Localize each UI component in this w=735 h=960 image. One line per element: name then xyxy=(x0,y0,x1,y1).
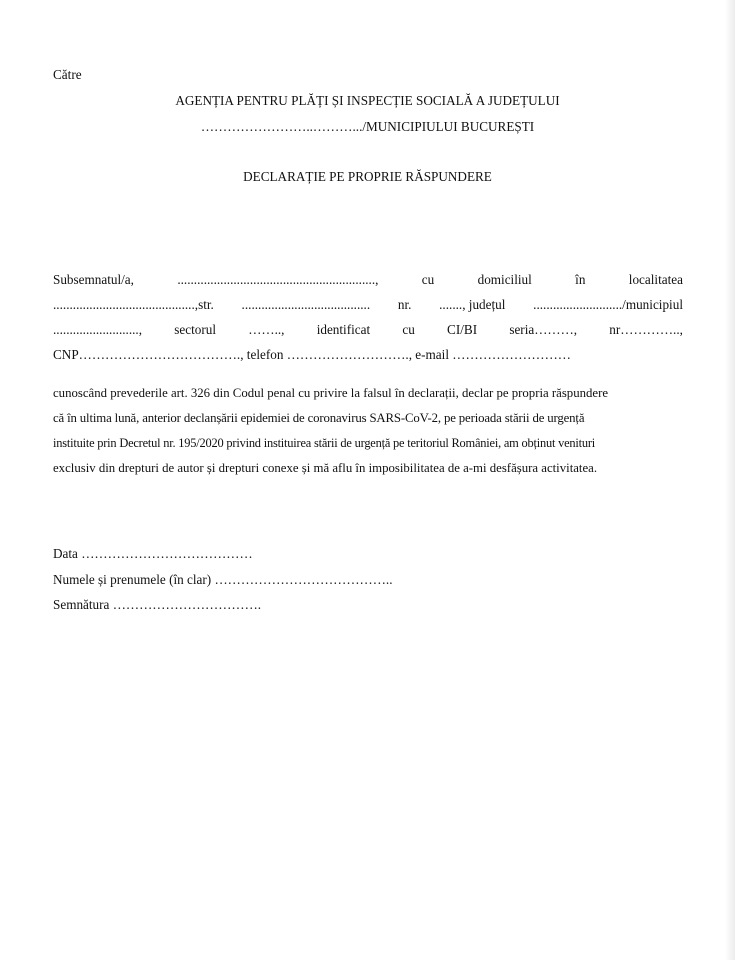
name-blank[interactable]: ............................................................, xyxy=(177,272,379,287)
number-county-blank[interactable]: ......., județul xyxy=(439,297,506,312)
id-number-blank[interactable]: nr………….., xyxy=(609,322,683,337)
form-text: Subsemnatul/a, xyxy=(53,272,134,287)
form-row-2 xyxy=(53,296,683,314)
form-text: CI/BI xyxy=(447,322,478,337)
form-row-4 xyxy=(53,346,683,364)
municipality-blank[interactable]: .........................../municipiul xyxy=(533,297,683,312)
declaration-body-line-4: exclusiv din drepturi de autor și drepturi conexe și mă aflu în imposibilitatea de a-mi desfășura activitatea. xyxy=(53,461,598,475)
form-text: e-mail xyxy=(415,347,449,362)
form-text: identificat xyxy=(316,322,371,337)
form-text: cu xyxy=(402,322,415,337)
declaration-body-line-1: cunoscând prevederile art. 326 din Codul penal cu privire la falsul în declarații, declar pe propria răspundere xyxy=(53,386,609,400)
signature-field[interactable]: Semnătura ……………………………. xyxy=(53,597,262,612)
addressee: Către xyxy=(53,67,82,82)
document-title: DECLARAȚIE PE PROPRIE RĂSPUNDERE xyxy=(243,169,492,184)
phone-blank[interactable]: ………………………., xyxy=(286,347,412,362)
form-row-1 xyxy=(53,271,683,289)
cnp-blank[interactable]: CNP………………………………., xyxy=(53,347,244,362)
id-series-blank[interactable]: seria………, xyxy=(509,322,578,337)
date-field[interactable]: Data ………………………………… xyxy=(53,546,253,561)
agency-line-1: AGENȚIA PENTRU PLĂȚI ȘI INSPECȚIE SOCIALĂ A JUDEȚULUI xyxy=(175,93,560,108)
form-text: localitatea xyxy=(628,272,683,287)
municipality-name-blank[interactable]: .........................., xyxy=(53,322,143,337)
form-text: domiciliul xyxy=(477,272,532,287)
form-text: cu xyxy=(421,272,435,287)
declaration-body-line-2: că în ultima lună, anterior declanșării epidemiei de coronavirus SARS-CoV-2, pe perioada stării de urgență xyxy=(53,411,585,425)
page-edge-shadow xyxy=(725,0,735,960)
locality-blank[interactable]: ...........................................,str. xyxy=(53,297,214,312)
form-text: nr. xyxy=(397,297,412,312)
agency-line-2: ……………………..……….../MUNICIPIULUI BUCUREȘTI xyxy=(200,119,535,134)
form-text: în xyxy=(575,272,586,287)
form-text: telefon xyxy=(246,347,284,362)
name-field[interactable]: Numele și prenumele (în clar) ………………………………….. xyxy=(53,572,393,587)
street-blank[interactable]: ....................................... xyxy=(241,297,371,312)
form-row-3 xyxy=(53,321,683,339)
form-text: sectorul xyxy=(174,322,216,337)
sector-blank[interactable]: …….., xyxy=(248,322,285,337)
email-blank[interactable]: ……………………… xyxy=(452,347,571,362)
declaration-body-line-3: instituite prin Decretul nr. 195/2020 privind instituirea stării de urgență pe teritoriul României, am obținut venituri xyxy=(53,436,596,450)
